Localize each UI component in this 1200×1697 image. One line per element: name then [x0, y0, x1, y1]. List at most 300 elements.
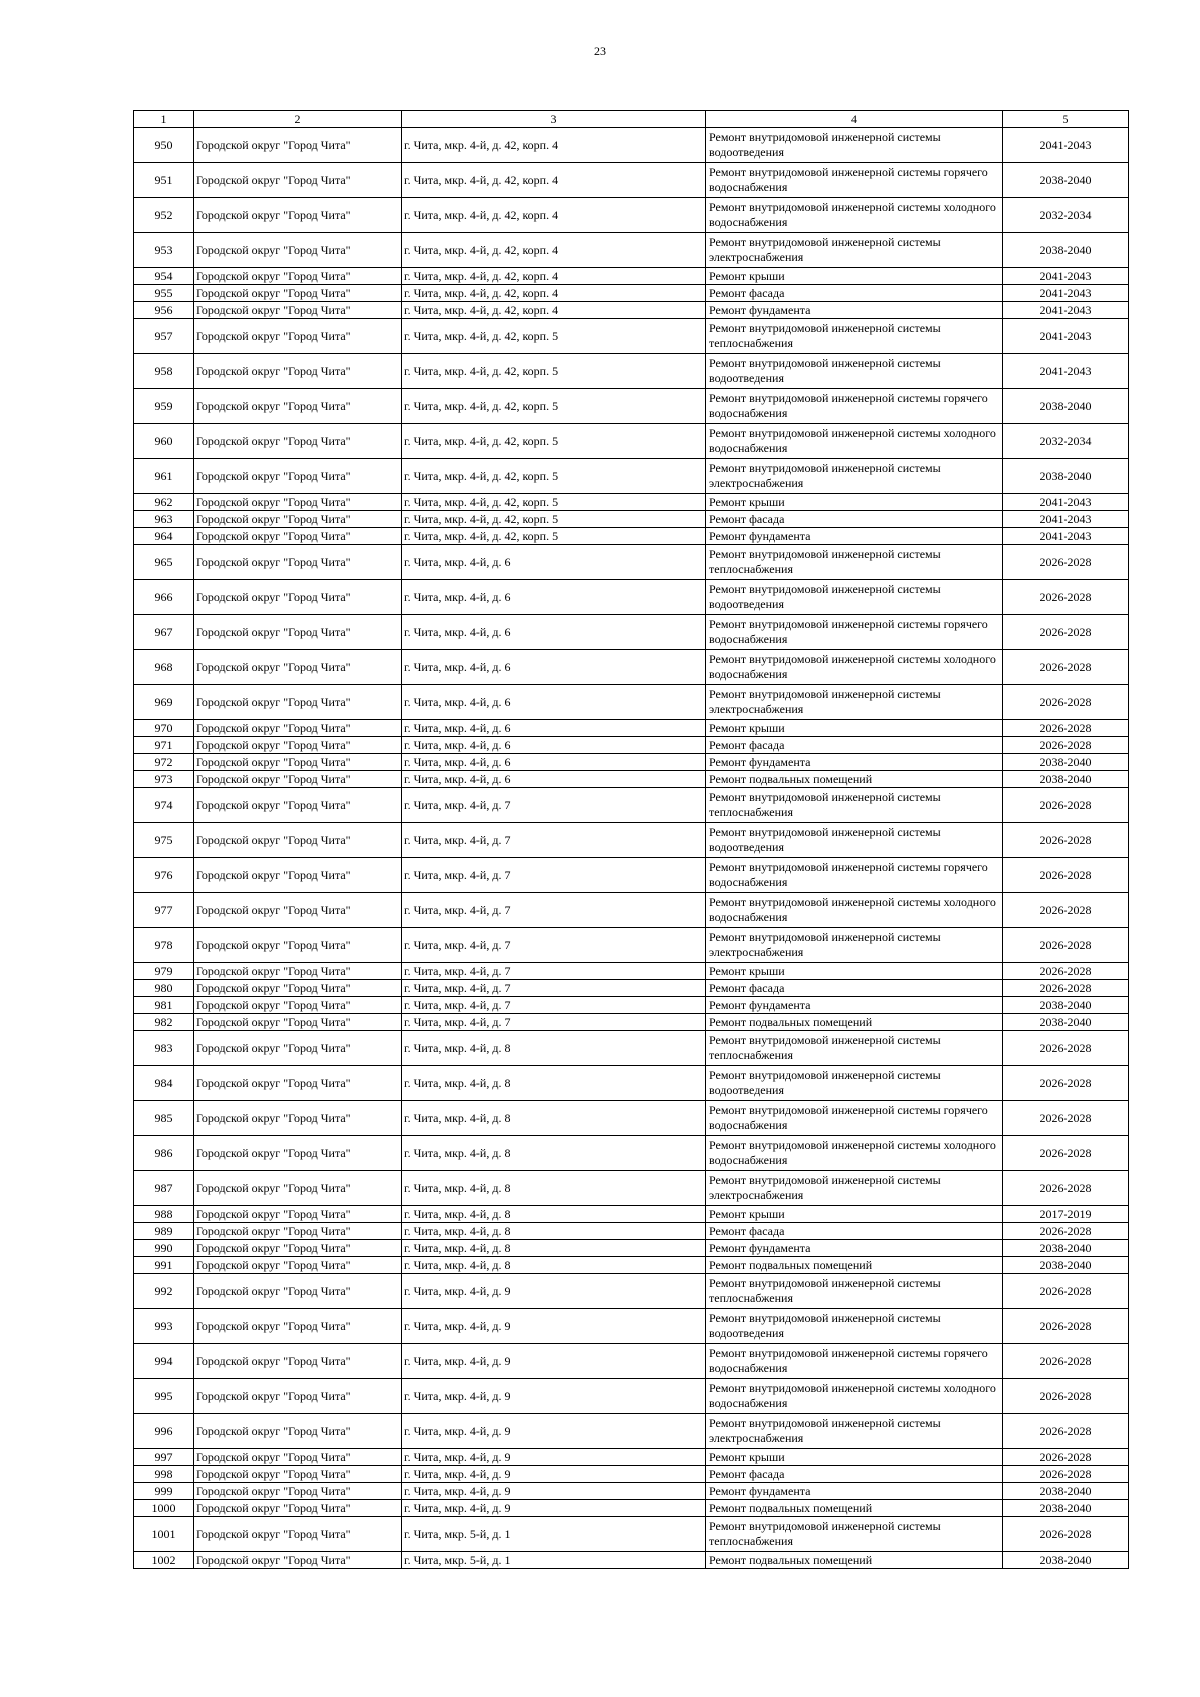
period-cell: 2026-2028 [1003, 545, 1129, 580]
table-row [134, 128, 1129, 163]
address-cell: г. Чита, мкр. 4-й, д. 6 [402, 685, 706, 720]
period-cell: 2032-2034 [1003, 424, 1129, 459]
period-cell: 2041-2043 [1003, 494, 1129, 511]
row-number: 999 [134, 1483, 194, 1500]
table-row [134, 771, 1129, 788]
table-row [134, 754, 1129, 771]
work-type-cell: Ремонт подвальных помещений [706, 1552, 1003, 1569]
municipality-cell: Городской округ "Город Чита" [194, 893, 402, 928]
row-number: 964 [134, 528, 194, 545]
work-type-cell: Ремонт внутридомовой инженерной системы водоотведения [706, 580, 1003, 615]
table-row [134, 1136, 1129, 1171]
period-cell: 2026-2028 [1003, 963, 1129, 980]
address-cell: г. Чита, мкр. 4-й, д. 6 [402, 754, 706, 771]
period-cell: 2038-2040 [1003, 163, 1129, 198]
row-number: 968 [134, 650, 194, 685]
period-cell: 2026-2028 [1003, 858, 1129, 893]
table-row [134, 997, 1129, 1014]
address-cell: г. Чита, мкр. 4-й, д. 8 [402, 1206, 706, 1223]
municipality-cell: Городской округ "Город Чита" [194, 858, 402, 893]
work-type-cell: Ремонт внутридомовой инженерной системы теплоснабжения [706, 1274, 1003, 1309]
work-type-cell: Ремонт фундамента [706, 528, 1003, 545]
period-cell: 2026-2028 [1003, 720, 1129, 737]
municipality-cell: Городской округ "Город Чита" [194, 268, 402, 285]
row-number: 993 [134, 1309, 194, 1344]
period-cell: 2026-2028 [1003, 893, 1129, 928]
municipality-cell: Городской округ "Город Чита" [194, 319, 402, 354]
table-row [134, 788, 1129, 823]
table-row [134, 285, 1129, 302]
work-type-cell: Ремонт внутридомовой инженерной системы горячего водоснабжения [706, 615, 1003, 650]
work-type-cell: Ремонт внутридомовой инженерной системы холодного водоснабжения [706, 1136, 1003, 1171]
address-cell: г. Чита, мкр. 4-й, д. 42, корп. 4 [402, 285, 706, 302]
table-row [134, 858, 1129, 893]
repair-schedule-table [133, 110, 1129, 1569]
period-cell: 2038-2040 [1003, 1240, 1129, 1257]
row-number: 959 [134, 389, 194, 424]
municipality-cell: Городской округ "Город Чита" [194, 1240, 402, 1257]
address-cell: г. Чита, мкр. 4-й, д. 7 [402, 963, 706, 980]
work-type-cell: Ремонт фасада [706, 511, 1003, 528]
page-number: 23 [594, 44, 606, 58]
table-row [134, 1517, 1129, 1552]
address-cell: г. Чита, мкр. 4-й, д. 7 [402, 1014, 706, 1031]
address-cell: г. Чита, мкр. 4-й, д. 9 [402, 1344, 706, 1379]
work-type-cell: Ремонт фасада [706, 980, 1003, 997]
municipality-cell: Городской округ "Город Чита" [194, 1206, 402, 1223]
column-header: 2 [194, 111, 402, 128]
table-row [134, 268, 1129, 285]
column-header: 1 [134, 111, 194, 128]
address-cell: г. Чита, мкр. 4-й, д. 8 [402, 1223, 706, 1240]
address-cell: г. Чита, мкр. 4-й, д. 42, корп. 4 [402, 163, 706, 198]
municipality-cell: Городской округ "Город Чита" [194, 720, 402, 737]
address-cell: г. Чита, мкр. 4-й, д. 42, корп. 5 [402, 389, 706, 424]
work-type-cell: Ремонт внутридомовой инженерной системы теплоснабжения [706, 545, 1003, 580]
address-cell: г. Чита, мкр. 4-й, д. 42, корп. 4 [402, 128, 706, 163]
row-number: 981 [134, 997, 194, 1014]
address-cell: г. Чита, мкр. 4-й, д. 42, корп. 5 [402, 424, 706, 459]
municipality-cell: Городской округ "Город Чита" [194, 1500, 402, 1517]
municipality-cell: Городской округ "Город Чита" [194, 650, 402, 685]
period-cell: 2026-2028 [1003, 1223, 1129, 1240]
work-type-cell: Ремонт внутридомовой инженерной системы водоотведения [706, 1066, 1003, 1101]
work-type-cell: Ремонт внутридомовой инженерной системы электроснабжения [706, 1171, 1003, 1206]
row-number: 984 [134, 1066, 194, 1101]
table-row [134, 1552, 1129, 1569]
work-type-cell: Ремонт внутридомовой инженерной системы электроснабжения [706, 459, 1003, 494]
work-type-cell: Ремонт внутридомовой инженерной системы электроснабжения [706, 928, 1003, 963]
work-type-cell: Ремонт фундамента [706, 1483, 1003, 1500]
municipality-cell: Городской округ "Город Чита" [194, 1449, 402, 1466]
row-number: 963 [134, 511, 194, 528]
period-cell: 2038-2040 [1003, 1483, 1129, 1500]
address-cell: г. Чита, мкр. 4-й, д. 7 [402, 788, 706, 823]
period-cell: 2026-2028 [1003, 1466, 1129, 1483]
table-row [134, 928, 1129, 963]
municipality-cell: Городской округ "Город Чита" [194, 980, 402, 997]
period-cell: 2038-2040 [1003, 997, 1129, 1014]
row-number: 952 [134, 198, 194, 233]
period-cell: 2041-2043 [1003, 268, 1129, 285]
period-cell: 2041-2043 [1003, 319, 1129, 354]
period-cell: 2038-2040 [1003, 754, 1129, 771]
period-cell: 2026-2028 [1003, 1066, 1129, 1101]
address-cell: г. Чита, мкр. 4-й, д. 9 [402, 1466, 706, 1483]
municipality-cell: Городской округ "Город Чита" [194, 1517, 402, 1552]
address-cell: г. Чита, мкр. 4-й, д. 42, корп. 4 [402, 233, 706, 268]
address-cell: г. Чита, мкр. 4-й, д. 7 [402, 893, 706, 928]
row-number: 958 [134, 354, 194, 389]
table-row [134, 389, 1129, 424]
table-body [134, 128, 1129, 1569]
row-number: 991 [134, 1257, 194, 1274]
work-type-cell: Ремонт внутридомовой инженерной системы холодного водоснабжения [706, 1379, 1003, 1414]
work-type-cell: Ремонт внутридомовой инженерной системы горячего водоснабжения [706, 163, 1003, 198]
table-row [134, 302, 1129, 319]
municipality-cell: Городской округ "Город Чита" [194, 302, 402, 319]
table-row [134, 1014, 1129, 1031]
table-row [134, 511, 1129, 528]
municipality-cell: Городской округ "Город Чита" [194, 823, 402, 858]
row-number: 966 [134, 580, 194, 615]
table-row [134, 1466, 1129, 1483]
row-number: 998 [134, 1466, 194, 1483]
address-cell: г. Чита, мкр. 4-й, д. 8 [402, 1171, 706, 1206]
address-cell: г. Чита, мкр. 4-й, д. 9 [402, 1414, 706, 1449]
municipality-cell: Городской округ "Город Чита" [194, 788, 402, 823]
municipality-cell: Городской округ "Город Чита" [194, 997, 402, 1014]
municipality-cell: Городской округ "Город Чита" [194, 771, 402, 788]
period-cell: 2041-2043 [1003, 354, 1129, 389]
period-cell: 2026-2028 [1003, 1274, 1129, 1309]
address-cell: г. Чита, мкр. 4-й, д. 42, корп. 5 [402, 511, 706, 528]
table-row [134, 580, 1129, 615]
row-number: 955 [134, 285, 194, 302]
row-number: 997 [134, 1449, 194, 1466]
address-cell: г. Чита, мкр. 4-й, д. 42, корп. 5 [402, 459, 706, 494]
row-number: 982 [134, 1014, 194, 1031]
work-type-cell: Ремонт внутридомовой инженерной системы холодного водоснабжения [706, 424, 1003, 459]
period-cell: 2041-2043 [1003, 528, 1129, 545]
table-row [134, 720, 1129, 737]
work-type-cell: Ремонт фундамента [706, 997, 1003, 1014]
address-cell: г. Чита, мкр. 4-й, д. 8 [402, 1031, 706, 1066]
period-cell: 2026-2028 [1003, 1344, 1129, 1379]
period-cell: 2038-2040 [1003, 771, 1129, 788]
table-row [134, 1414, 1129, 1449]
period-cell: 2026-2028 [1003, 1449, 1129, 1466]
row-number: 976 [134, 858, 194, 893]
row-number: 1000 [134, 1500, 194, 1517]
row-number: 957 [134, 319, 194, 354]
work-type-cell: Ремонт внутридомовой инженерной системы теплоснабжения [706, 1517, 1003, 1552]
municipality-cell: Городской округ "Город Чита" [194, 285, 402, 302]
municipality-cell: Городской округ "Город Чита" [194, 198, 402, 233]
work-type-cell: Ремонт внутридомовой инженерной системы холодного водоснабжения [706, 198, 1003, 233]
work-type-cell: Ремонт внутридомовой инженерной системы теплоснабжения [706, 788, 1003, 823]
municipality-cell: Городской округ "Город Чита" [194, 1414, 402, 1449]
table-row [134, 1031, 1129, 1066]
municipality-cell: Городской округ "Город Чита" [194, 545, 402, 580]
work-type-cell: Ремонт крыши [706, 963, 1003, 980]
work-type-cell: Ремонт внутридомовой инженерной системы горячего водоснабжения [706, 858, 1003, 893]
work-type-cell: Ремонт подвальных помещений [706, 1257, 1003, 1274]
municipality-cell: Городской округ "Город Чита" [194, 128, 402, 163]
municipality-cell: Городской округ "Город Чита" [194, 754, 402, 771]
work-type-cell: Ремонт внутридомовой инженерной системы холодного водоснабжения [706, 650, 1003, 685]
municipality-cell: Городской округ "Город Чита" [194, 528, 402, 545]
municipality-cell: Городской округ "Город Чита" [194, 511, 402, 528]
row-number: 1002 [134, 1552, 194, 1569]
work-type-cell: Ремонт крыши [706, 494, 1003, 511]
address-cell: г. Чита, мкр. 4-й, д. 9 [402, 1274, 706, 1309]
table-row [134, 1171, 1129, 1206]
row-number: 960 [134, 424, 194, 459]
table-row [134, 233, 1129, 268]
period-cell: 2026-2028 [1003, 685, 1129, 720]
row-number: 956 [134, 302, 194, 319]
row-number: 975 [134, 823, 194, 858]
municipality-cell: Городской округ "Город Чита" [194, 580, 402, 615]
address-cell: г. Чита, мкр. 4-й, д. 7 [402, 858, 706, 893]
row-number: 983 [134, 1031, 194, 1066]
work-type-cell: Ремонт фасада [706, 1466, 1003, 1483]
period-cell: 2041-2043 [1003, 302, 1129, 319]
address-cell: г. Чита, мкр. 4-й, д. 42, корп. 5 [402, 354, 706, 389]
table-row [134, 198, 1129, 233]
period-cell: 2026-2028 [1003, 1031, 1129, 1066]
address-cell: г. Чита, мкр. 4-й, д. 6 [402, 737, 706, 754]
row-number: 990 [134, 1240, 194, 1257]
row-number: 985 [134, 1101, 194, 1136]
work-type-cell: Ремонт внутридомовой инженерной системы электроснабжения [706, 685, 1003, 720]
row-number: 988 [134, 1206, 194, 1223]
row-number: 995 [134, 1379, 194, 1414]
address-cell: г. Чита, мкр. 4-й, д. 7 [402, 980, 706, 997]
period-cell: 2041-2043 [1003, 128, 1129, 163]
row-number: 954 [134, 268, 194, 285]
address-cell: г. Чита, мкр. 4-й, д. 9 [402, 1309, 706, 1344]
work-type-cell: Ремонт внутридомовой инженерной системы водоотведения [706, 823, 1003, 858]
period-cell: 2041-2043 [1003, 511, 1129, 528]
row-number: 986 [134, 1136, 194, 1171]
table-row [134, 980, 1129, 997]
row-number: 962 [134, 494, 194, 511]
address-cell: г. Чита, мкр. 4-й, д. 8 [402, 1257, 706, 1274]
address-cell: г. Чита, мкр. 4-й, д. 6 [402, 580, 706, 615]
municipality-cell: Городской округ "Город Чита" [194, 1344, 402, 1379]
table-row [134, 1101, 1129, 1136]
period-cell: 2026-2028 [1003, 1136, 1129, 1171]
table-row [134, 494, 1129, 511]
municipality-cell: Городской округ "Город Чита" [194, 1136, 402, 1171]
address-cell: г. Чита, мкр. 4-й, д. 42, корп. 4 [402, 198, 706, 233]
address-cell: г. Чита, мкр. 4-й, д. 9 [402, 1500, 706, 1517]
period-cell: 2026-2028 [1003, 1517, 1129, 1552]
table-row [134, 163, 1129, 198]
table-row [134, 1066, 1129, 1101]
address-cell: г. Чита, мкр. 5-й, д. 1 [402, 1552, 706, 1569]
period-cell: 2038-2040 [1003, 1552, 1129, 1569]
work-type-cell: Ремонт внутридомовой инженерной системы водоотведения [706, 354, 1003, 389]
work-type-cell: Ремонт внутридомовой инженерной системы теплоснабжения [706, 1031, 1003, 1066]
work-type-cell: Ремонт подвальных помещений [706, 1014, 1003, 1031]
period-cell: 2026-2028 [1003, 1171, 1129, 1206]
work-type-cell: Ремонт внутридомовой инженерной системы электроснабжения [706, 233, 1003, 268]
work-type-cell: Ремонт фасада [706, 285, 1003, 302]
table-row [134, 545, 1129, 580]
work-type-cell: Ремонт внутридомовой инженерной системы холодного водоснабжения [706, 893, 1003, 928]
table-row [134, 1223, 1129, 1240]
table-row [134, 424, 1129, 459]
table-row [134, 1344, 1129, 1379]
table-row [134, 615, 1129, 650]
row-number: 973 [134, 771, 194, 788]
address-cell: г. Чита, мкр. 4-й, д. 42, корп. 4 [402, 302, 706, 319]
municipality-cell: Городской округ "Город Чита" [194, 459, 402, 494]
address-cell: г. Чита, мкр. 4-й, д. 6 [402, 615, 706, 650]
period-cell: 2017-2019 [1003, 1206, 1129, 1223]
municipality-cell: Городской округ "Город Чита" [194, 928, 402, 963]
table-row [134, 1449, 1129, 1466]
table-row [134, 823, 1129, 858]
work-type-cell: Ремонт внутридомовой инженерной системы горячего водоснабжения [706, 389, 1003, 424]
period-cell: 2026-2028 [1003, 980, 1129, 997]
table-row [134, 319, 1129, 354]
municipality-cell: Городской округ "Город Чита" [194, 963, 402, 980]
municipality-cell: Городской округ "Город Чита" [194, 163, 402, 198]
period-cell: 2026-2028 [1003, 788, 1129, 823]
period-cell: 2026-2028 [1003, 1309, 1129, 1344]
table-row [134, 1379, 1129, 1414]
table-row [134, 963, 1129, 980]
address-cell: г. Чита, мкр. 4-й, д. 6 [402, 545, 706, 580]
municipality-cell: Городской округ "Город Чита" [194, 389, 402, 424]
work-type-cell: Ремонт подвальных помещений [706, 771, 1003, 788]
municipality-cell: Городской округ "Город Чита" [194, 494, 402, 511]
period-cell: 2026-2028 [1003, 615, 1129, 650]
address-cell: г. Чита, мкр. 4-й, д. 42, корп. 4 [402, 268, 706, 285]
work-type-cell: Ремонт внутридомовой инженерной системы водоотведения [706, 1309, 1003, 1344]
address-cell: г. Чита, мкр. 4-й, д. 9 [402, 1379, 706, 1414]
address-cell: г. Чита, мкр. 4-й, д. 8 [402, 1136, 706, 1171]
table-row [134, 893, 1129, 928]
work-type-cell: Ремонт внутридомовой инженерной системы горячего водоснабжения [706, 1344, 1003, 1379]
period-cell: 2038-2040 [1003, 233, 1129, 268]
row-number: 994 [134, 1344, 194, 1379]
address-cell: г. Чита, мкр. 4-й, д. 42, корп. 5 [402, 494, 706, 511]
period-cell: 2026-2028 [1003, 1101, 1129, 1136]
work-type-cell: Ремонт крыши [706, 720, 1003, 737]
work-type-cell: Ремонт фасада [706, 1223, 1003, 1240]
address-cell: г. Чита, мкр. 4-й, д. 7 [402, 928, 706, 963]
column-header: 5 [1003, 111, 1129, 128]
row-number: 951 [134, 163, 194, 198]
municipality-cell: Городской округ "Город Чита" [194, 1309, 402, 1344]
table-row [134, 1274, 1129, 1309]
work-type-cell: Ремонт фундамента [706, 1240, 1003, 1257]
municipality-cell: Городской округ "Город Чита" [194, 1552, 402, 1569]
table-row [134, 528, 1129, 545]
municipality-cell: Городской округ "Город Чита" [194, 1101, 402, 1136]
row-number: 1001 [134, 1517, 194, 1552]
work-type-cell: Ремонт фундамента [706, 302, 1003, 319]
row-number: 967 [134, 615, 194, 650]
work-type-cell: Ремонт крыши [706, 268, 1003, 285]
period-cell: 2026-2028 [1003, 1379, 1129, 1414]
table-row [134, 354, 1129, 389]
row-number: 992 [134, 1274, 194, 1309]
period-cell: 2038-2040 [1003, 1500, 1129, 1517]
municipality-cell: Городской округ "Город Чита" [194, 1257, 402, 1274]
period-cell: 2038-2040 [1003, 1257, 1129, 1274]
table-row [134, 1309, 1129, 1344]
municipality-cell: Городской округ "Город Чита" [194, 1031, 402, 1066]
row-number: 953 [134, 233, 194, 268]
period-cell: 2026-2028 [1003, 823, 1129, 858]
municipality-cell: Городской округ "Город Чита" [194, 1171, 402, 1206]
period-cell: 2038-2040 [1003, 459, 1129, 494]
row-number: 989 [134, 1223, 194, 1240]
municipality-cell: Городской округ "Город Чита" [194, 1483, 402, 1500]
row-number: 950 [134, 128, 194, 163]
period-cell: 2026-2028 [1003, 737, 1129, 754]
work-type-cell: Ремонт крыши [706, 1449, 1003, 1466]
table-row [134, 1483, 1129, 1500]
table-row [134, 459, 1129, 494]
table-row [134, 650, 1129, 685]
municipality-cell: Городской округ "Город Чита" [194, 233, 402, 268]
period-cell: 2041-2043 [1003, 285, 1129, 302]
address-cell: г. Чита, мкр. 4-й, д. 8 [402, 1101, 706, 1136]
municipality-cell: Городской округ "Город Чита" [194, 615, 402, 650]
address-cell: г. Чита, мкр. 4-й, д. 9 [402, 1449, 706, 1466]
column-header: 4 [706, 111, 1003, 128]
row-number: 974 [134, 788, 194, 823]
address-cell: г. Чита, мкр. 4-й, д. 9 [402, 1483, 706, 1500]
municipality-cell: Городской округ "Город Чита" [194, 1466, 402, 1483]
row-number: 980 [134, 980, 194, 997]
municipality-cell: Городской округ "Город Чита" [194, 1223, 402, 1240]
table-row [134, 1500, 1129, 1517]
column-header: 3 [402, 111, 706, 128]
table-row [134, 1257, 1129, 1274]
address-cell: г. Чита, мкр. 4-й, д. 42, корп. 5 [402, 319, 706, 354]
row-number: 965 [134, 545, 194, 580]
table-row [134, 685, 1129, 720]
row-number: 978 [134, 928, 194, 963]
column-number-row [134, 111, 1129, 128]
municipality-cell: Городской округ "Город Чита" [194, 1014, 402, 1031]
municipality-cell: Городской округ "Город Чита" [194, 1379, 402, 1414]
table-row [134, 1240, 1129, 1257]
address-cell: г. Чита, мкр. 4-й, д. 7 [402, 823, 706, 858]
table-row [134, 1206, 1129, 1223]
work-type-cell: Ремонт внутридомовой инженерной системы электроснабжения [706, 1414, 1003, 1449]
row-number: 961 [134, 459, 194, 494]
row-number: 977 [134, 893, 194, 928]
work-type-cell: Ремонт внутридомовой инженерной системы горячего водоснабжения [706, 1101, 1003, 1136]
municipality-cell: Городской округ "Город Чита" [194, 354, 402, 389]
address-cell: г. Чита, мкр. 4-й, д. 42, корп. 5 [402, 528, 706, 545]
municipality-cell: Городской округ "Город Чита" [194, 424, 402, 459]
address-cell: г. Чита, мкр. 4-й, д. 6 [402, 720, 706, 737]
table-row [134, 737, 1129, 754]
address-cell: г. Чита, мкр. 4-й, д. 6 [402, 771, 706, 788]
period-cell: 2038-2040 [1003, 389, 1129, 424]
municipality-cell: Городской округ "Город Чита" [194, 1274, 402, 1309]
